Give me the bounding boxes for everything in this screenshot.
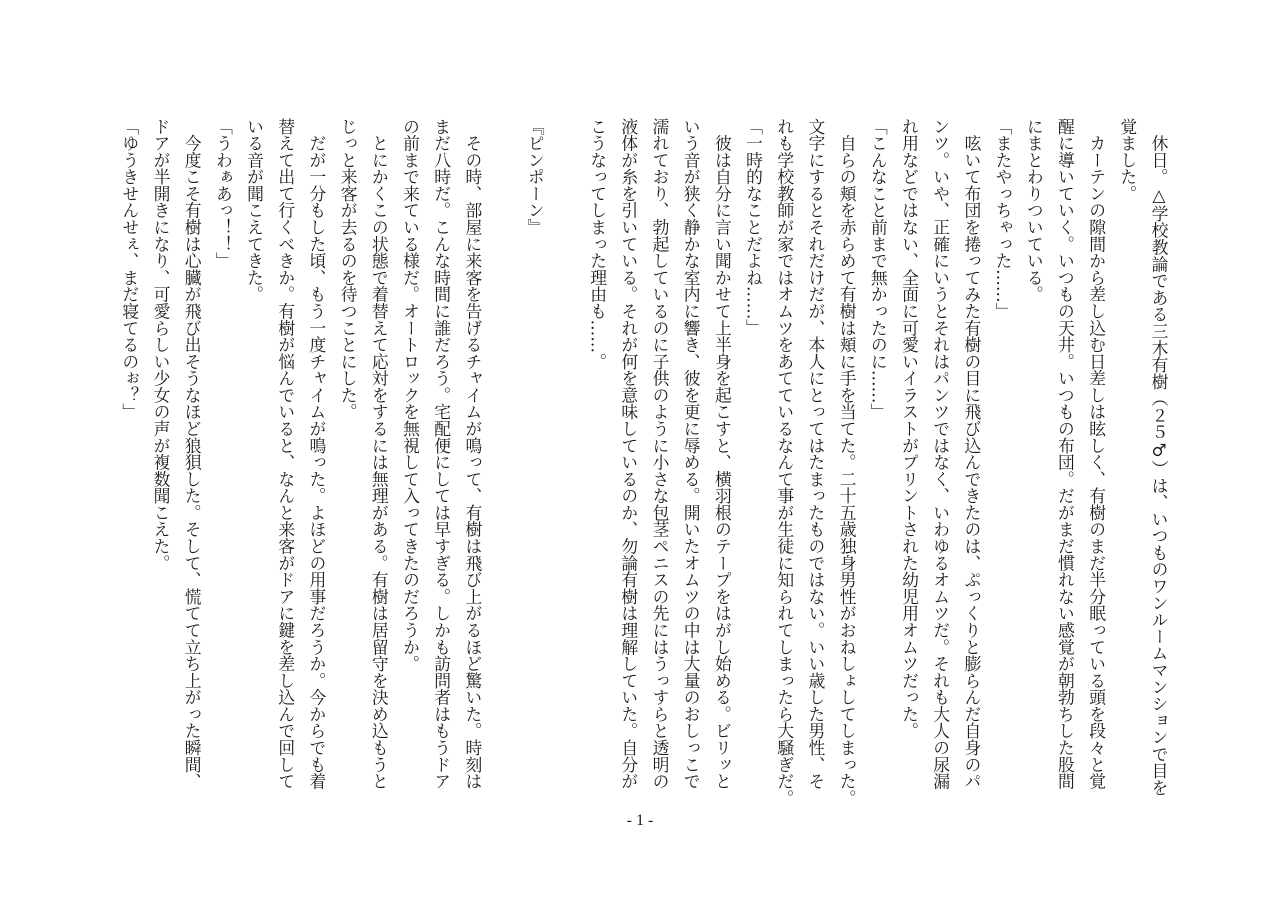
blank-line	[488, 118, 519, 798]
text-line: 替えて出て行くべきか。有樹が悩んでいると、なんと来客がドアに鍵を差し込んで回して	[275, 118, 296, 790]
text-line: 今度こそ有樹は心臓が飛び出そうなほど狼狽した。そして、慌てて立ち上がった瞬間、	[182, 118, 203, 790]
text-line: れも学校教師が家ではオムツをあてているなんて事が生徒に知られてしまったら大騒ぎだ。	[774, 118, 795, 807]
dialogue-line: 「またやっちゃった……」	[993, 118, 1014, 320]
text-line: 濡れており、勃起しているのに子供のように小さな包茎ペニスの先にはうっすらと透明の	[650, 118, 670, 790]
text-line: とにかくこの状態で着替えて応対をするには無理がある。有樹は居留守を決め込もうと	[369, 118, 390, 790]
blank-line	[550, 118, 581, 798]
text-line: にまとわりついている。	[1024, 118, 1045, 303]
text-line: ンツ。いや、正確にいうとそれはパンツではなく、いわゆるオムツだ。それも大人の尿漏	[930, 118, 951, 790]
sound-effect-line: 『ピンポーン』	[525, 118, 546, 236]
dialogue-line: 「ゆうきせんせぇ、まだ寝てるのぉ？」	[119, 118, 140, 421]
text-line: カーテンの隙間から差し込む日差しは眩しく、有樹のまだ半分眠っている頭を段々と覚	[1086, 118, 1107, 790]
text-line: 休日。△学校教論である三木有樹（２５♂）は、いつものワンルームマンションで目を	[1149, 118, 1169, 797]
text-line: 文字にするとそれだけだが、本人にとってはたまったものではない。いい歳した男性、そ	[805, 118, 826, 790]
text-line: まだ八時だ。こんな時間に誰だろう。宅配便にしては早すぎる。しかも訪問者はもうドア	[431, 118, 452, 790]
text-line: 醒に導いていく。いつもの天井。いつもの布団。だがまだ慣れない感覚が朝勃ちした股間	[1055, 118, 1076, 790]
text-line: その時、部屋に来客を告げるチャイムが鳴って、有樹は飛び上がるほど驚いた。時刻は	[462, 118, 483, 790]
text-line: ドアが半開きになり、可愛らしい少女の声が複数聞こえた。	[151, 118, 171, 572]
dialogue-line: 「こんなこと前まで無かったのに……」	[868, 118, 889, 421]
text-line: だが一分もした頃、もう一度チャイムが鳴った。よほどの用事だろうか。今からでも着	[306, 118, 327, 790]
text-line: 覚ました。	[1117, 118, 1138, 202]
vertical-text-body	[114, 118, 1174, 807]
text-line: じっと来客が去るのを待つことにした。	[338, 118, 359, 421]
page-number: - 1 -	[626, 812, 654, 829]
text-line: 呟いて布団を捲ってみた有樹の目に飛び込んできたのは、ぷっくりと膨らんだ自身のパ	[961, 118, 982, 790]
text-line: いる音が聞こえてきた。	[244, 118, 265, 303]
text-line: 彼は自分に言い聞かせて上半身を起こすと、横羽根のテープをはがし始める。ビリッと	[712, 118, 733, 790]
text-line: れ用などではない、全面に可愛いイラストがプリントされた幼児用オムツだった。	[899, 118, 920, 740]
text-line: 自らの頬を赤らめて有樹は頬に手を当てた。二十五歳独身男性がおねしょしてしまった。	[837, 118, 858, 807]
dialogue-line: 「一時的なことだよね……」	[743, 118, 764, 337]
text-line: 液体が糸を引いている。それが何を意味しているのか、勿論有樹は理解していた。自分が	[618, 118, 639, 790]
text-line: いう音が狭く静かな室内に響き、彼を更に辱める。開いたオムツの中は大量のおしっこで	[681, 118, 702, 790]
text-line: こうなってしまった理由も……。	[587, 118, 608, 370]
dialogue-line: 「うわぁあっ！！」	[213, 118, 234, 270]
text-line: の前まで来ている様だ。オートロックを無視して入ってきたのだろうか。	[400, 118, 421, 673]
